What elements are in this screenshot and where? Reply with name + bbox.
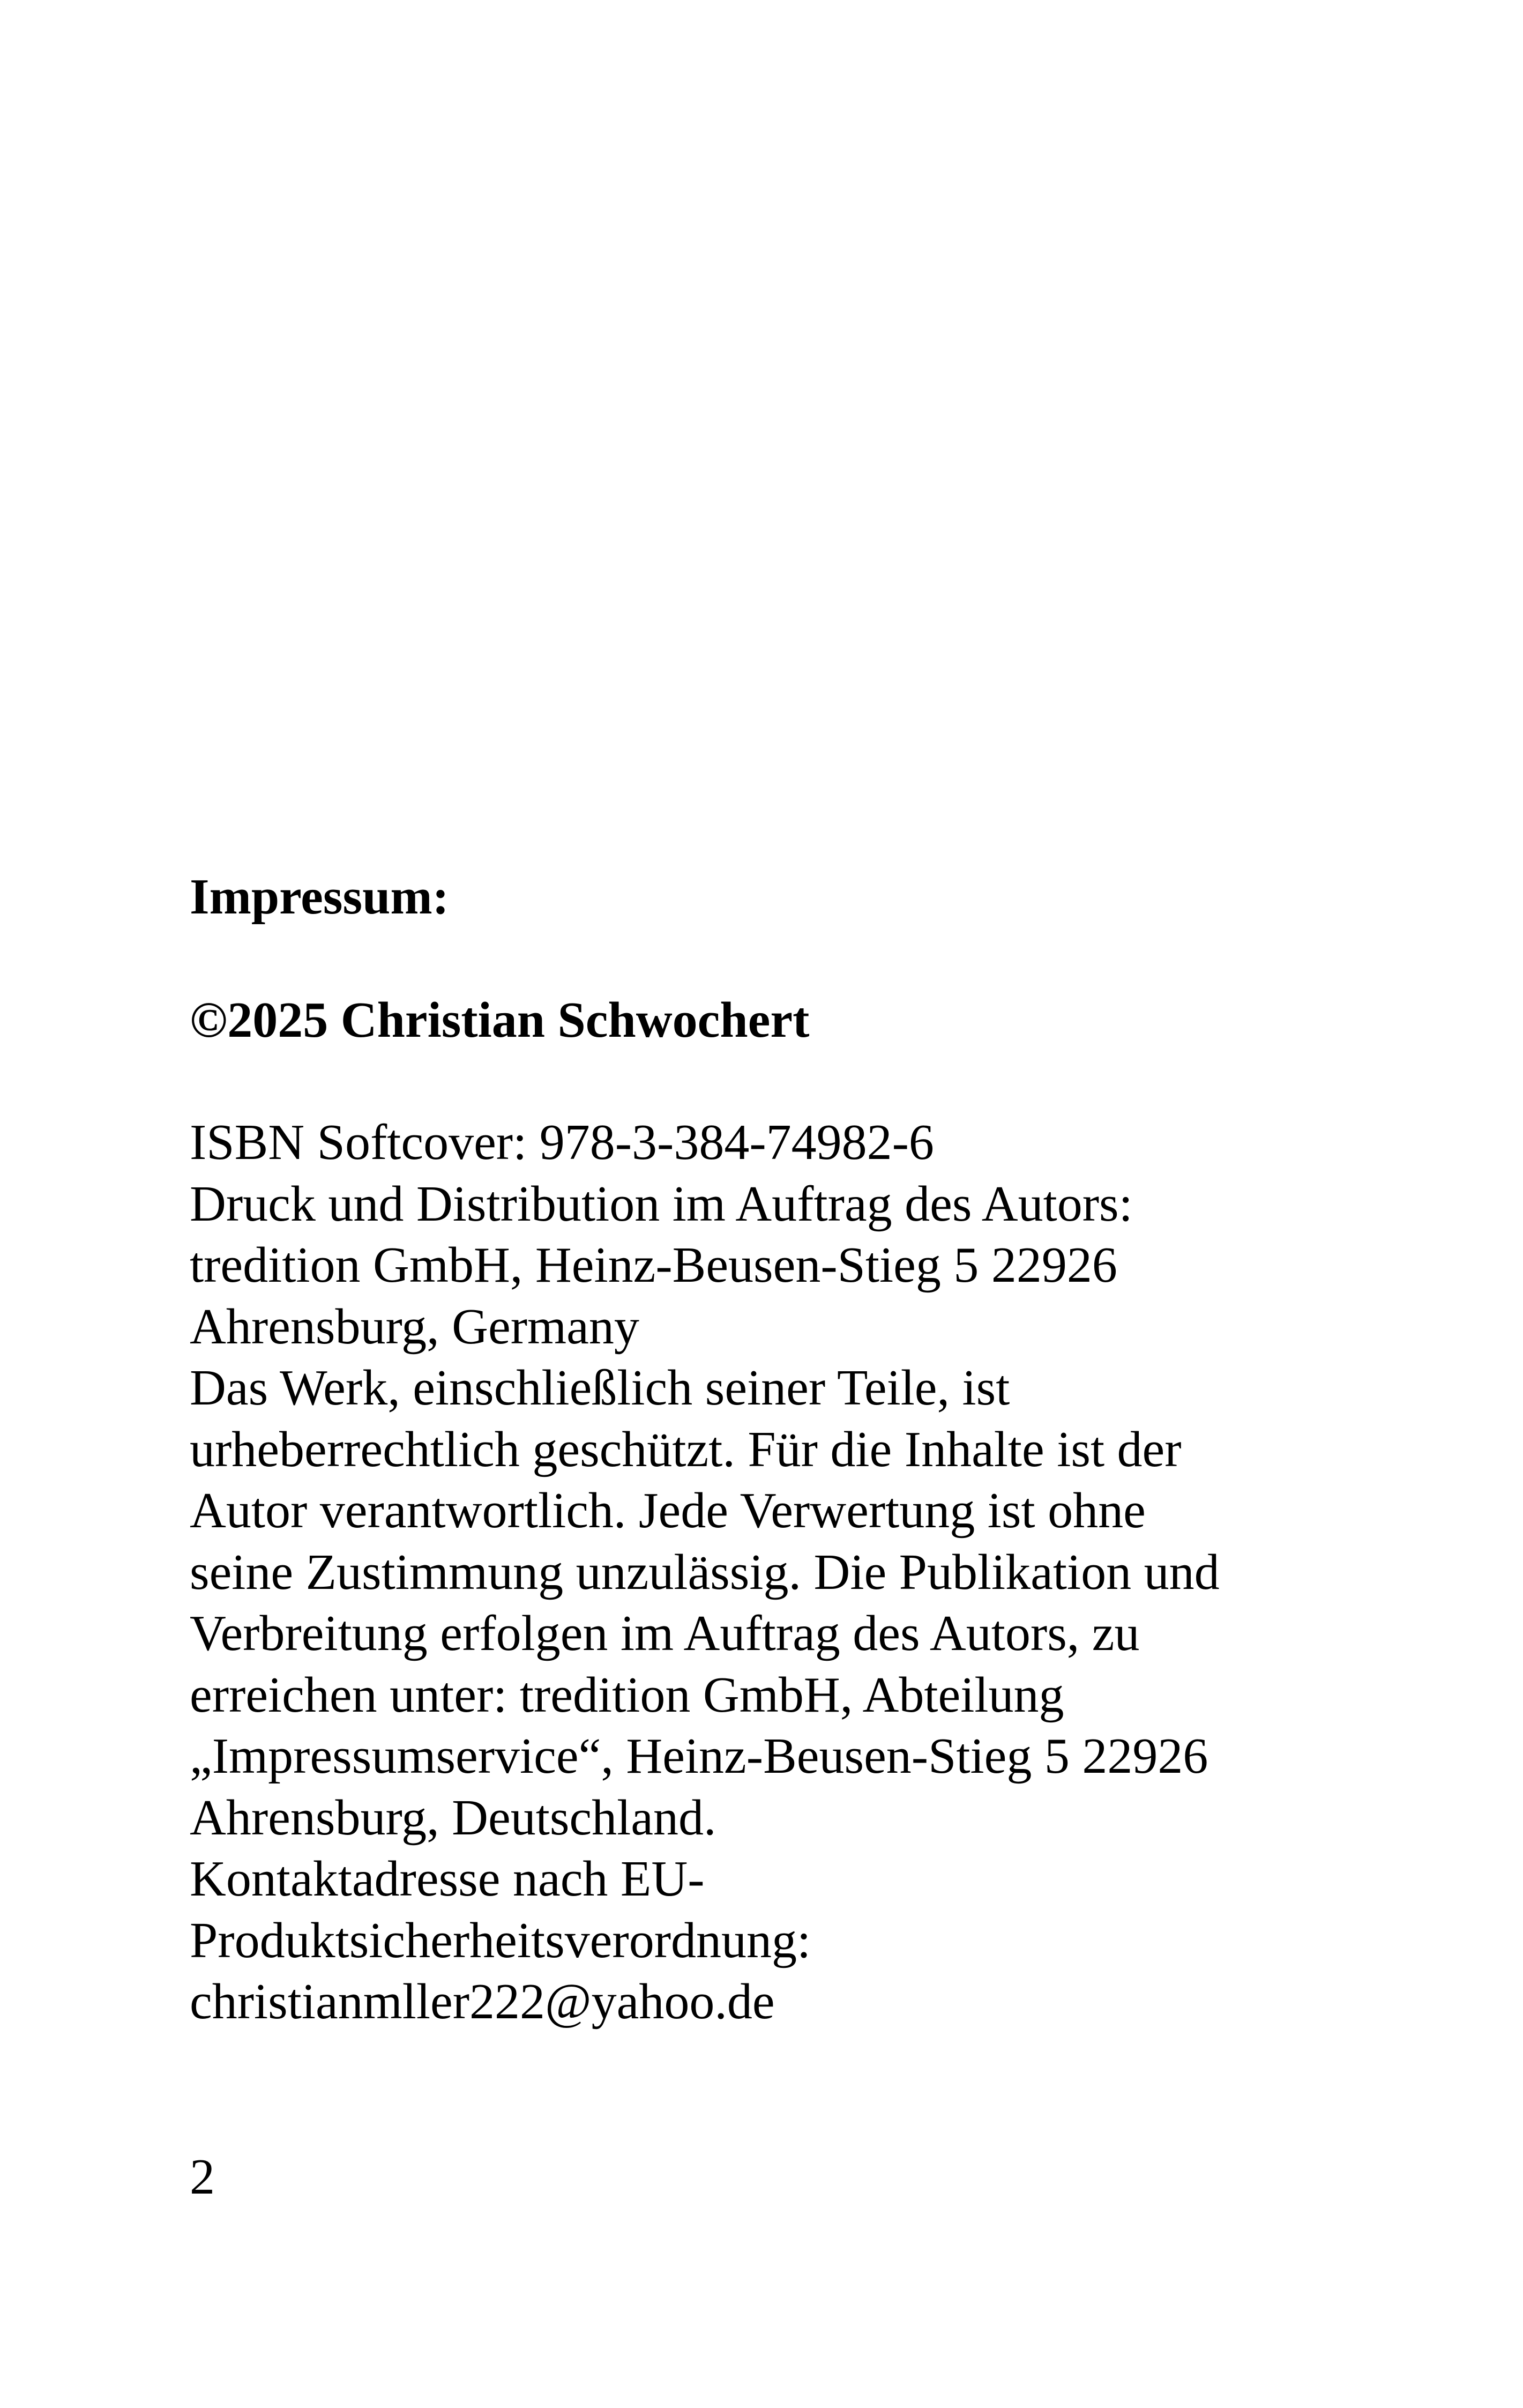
imprint-title: Impressum: (190, 869, 449, 925)
text-line: Ahrensburg, Deutschland. (190, 1789, 716, 1846)
page-number: 2 (190, 2149, 215, 2205)
text-line: seine Zustimmung unzulässig. Die Publikation und (190, 1544, 1220, 1600)
contact-email: christianmller222@yahoo.de (190, 1974, 775, 2030)
text-line: urheberrechtlich geschützt. Für die Inhalte ist der (190, 1421, 1182, 1477)
imprint-body (190, 1112, 1369, 2033)
text-line: Produktsicherheitsverordnung: (190, 1912, 811, 1968)
text-line: Druck und Distribution im Auftrag des Autors: (190, 1176, 1133, 1232)
text-line: Kontaktadresse nach EU- (190, 1851, 705, 1907)
text-line: tredition GmbH, Heinz-Beusen-Stieg 5 22926 (190, 1237, 1117, 1293)
isbn-line: ISBN Softcover: 978-3-384-74982-6 (190, 1114, 934, 1170)
text-line: Das Werk, einschließlich seiner Teile, ist (190, 1360, 1010, 1416)
text-line: Autor verantwortlich. Jede Verwertung ist ohne (190, 1483, 1146, 1539)
text-line: erreichen unter: tredition GmbH, Abteilung (190, 1667, 1064, 1723)
copyright-notice: ©2025 Christian Schwochert (190, 992, 810, 1048)
text-line: „Impressumservice“, Heinz-Beusen-Stieg 5 22926 (190, 1728, 1208, 1784)
text-line: Ahrensburg, Germany (190, 1298, 639, 1355)
text-line: Verbreitung erfolgen im Auftrag des Autors, zu (190, 1606, 1140, 1661)
